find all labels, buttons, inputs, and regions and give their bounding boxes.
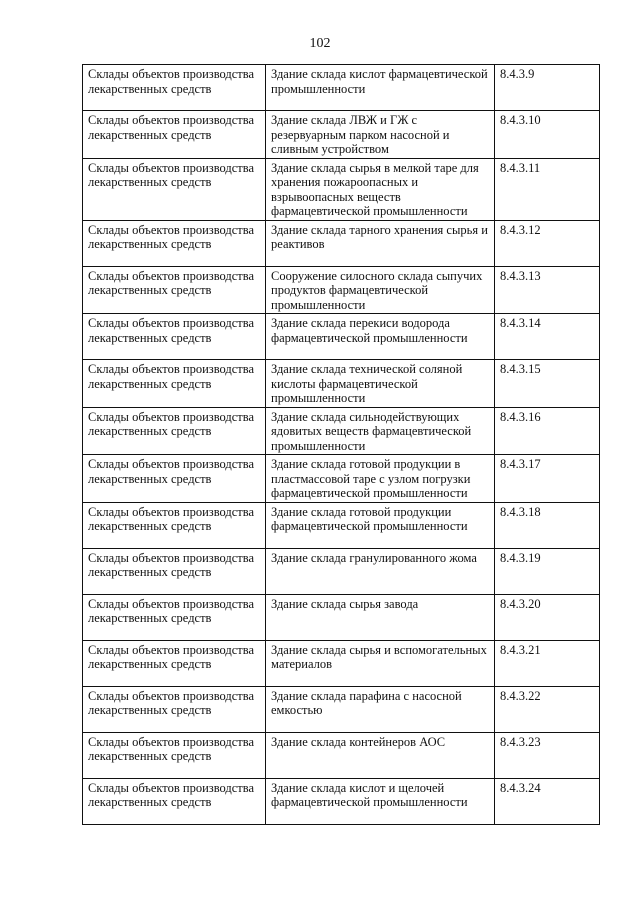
- category-cell: Склады объектов производства лекарственных средств: [83, 502, 266, 548]
- table-row: [83, 732, 600, 778]
- code-cell: 8.4.3.23: [495, 732, 600, 778]
- facility-cell: Здание склада тарного хранения сырья и реактивов: [266, 220, 495, 266]
- code-cell: 8.4.3.20: [495, 594, 600, 640]
- category-cell: Склады объектов производства лекарственных средств: [83, 360, 266, 408]
- facility-cell: Здание склада готовой продукции в пластмассовой таре с узлом погрузки фармацевтической промышленности: [266, 455, 495, 503]
- code-cell: 8.4.3.11: [495, 158, 600, 220]
- facility-cell: Сооружение силосного склада сыпучих продуктов фармацевтической промышленности: [266, 266, 495, 314]
- facility-cell: Здание склада кислот и щелочей фармацевтической промышленности: [266, 778, 495, 824]
- facility-cell: Здание склада гранулированного жома: [266, 548, 495, 594]
- table-row: [83, 407, 600, 455]
- code-cell: 8.4.3.21: [495, 640, 600, 686]
- table-row: [83, 640, 600, 686]
- category-cell: Склады объектов производства лекарственных средств: [83, 111, 266, 159]
- code-cell: 8.4.3.10: [495, 111, 600, 159]
- facility-cell: Здание склада технической соляной кислоты фармацевтической промышленности: [266, 360, 495, 408]
- facility-cell: Здание склада сырья завода: [266, 594, 495, 640]
- category-cell: Склады объектов производства лекарственных средств: [83, 407, 266, 455]
- table-row: [83, 220, 600, 266]
- table-row: [83, 158, 600, 220]
- category-cell: Склады объектов производства лекарственных средств: [83, 640, 266, 686]
- facility-cell: Здание склада кислот фармацевтической промышленности: [266, 65, 495, 111]
- table-body: [83, 65, 600, 825]
- category-cell: Склады объектов производства лекарственных средств: [83, 314, 266, 360]
- code-cell: 8.4.3.22: [495, 686, 600, 732]
- table-row: [83, 314, 600, 360]
- code-cell: 8.4.3.17: [495, 455, 600, 503]
- table-row: [83, 548, 600, 594]
- code-cell: 8.4.3.12: [495, 220, 600, 266]
- facility-cell: Здание склада перекиси водорода фармацевтической промышленности: [266, 314, 495, 360]
- table-row: [83, 111, 600, 159]
- facility-cell: Здание склада парафина с насосной емкостью: [266, 686, 495, 732]
- code-cell: 8.4.3.9: [495, 65, 600, 111]
- facility-cell: Здание склада сырья в мелкой таре для хранения пожароопасных и взрывоопасных веществ фармацевтической промышленности: [266, 158, 495, 220]
- category-cell: Склады объектов производства лекарственных средств: [83, 455, 266, 503]
- facility-classification-table: [82, 64, 600, 825]
- category-cell: Склады объектов производства лекарственных средств: [83, 548, 266, 594]
- code-cell: 8.4.3.16: [495, 407, 600, 455]
- code-cell: 8.4.3.24: [495, 778, 600, 824]
- code-cell: 8.4.3.13: [495, 266, 600, 314]
- facility-cell: Здание склада ЛВЖ и ГЖ с резервуарным парком насосной и сливным устройством: [266, 111, 495, 159]
- facility-cell: Здание склада готовой продукции фармацевтической промышленности: [266, 502, 495, 548]
- category-cell: Склады объектов производства лекарственных средств: [83, 686, 266, 732]
- category-cell: Склады объектов производства лекарственных средств: [83, 158, 266, 220]
- page-number: 102: [309, 36, 331, 51]
- category-cell: Склады объектов производства лекарственных средств: [83, 266, 266, 314]
- table-row: [83, 502, 600, 548]
- code-cell: 8.4.3.14: [495, 314, 600, 360]
- facility-cell: Здание склада контейнеров АОС: [266, 732, 495, 778]
- code-cell: 8.4.3.15: [495, 360, 600, 408]
- table-row: [83, 594, 600, 640]
- category-cell: Склады объектов производства лекарственных средств: [83, 220, 266, 266]
- table-row: [83, 65, 600, 111]
- category-cell: Склады объектов производства лекарственных средств: [83, 594, 266, 640]
- facility-cell: Здание склада сильнодействующих ядовитых веществ фармацевтической промышленности: [266, 407, 495, 455]
- table-row: [83, 686, 600, 732]
- facility-cell: Здание склада сырья и вспомогательных материалов: [266, 640, 495, 686]
- table-row: [83, 455, 600, 503]
- table-row: [83, 778, 600, 824]
- category-cell: Склады объектов производства лекарственных средств: [83, 65, 266, 111]
- category-cell: Склады объектов производства лекарственных средств: [83, 778, 266, 824]
- table-row: [83, 266, 600, 314]
- code-cell: 8.4.3.18: [495, 502, 600, 548]
- table-row: [83, 360, 600, 408]
- category-cell: Склады объектов производства лекарственных средств: [83, 732, 266, 778]
- code-cell: 8.4.3.19: [495, 548, 600, 594]
